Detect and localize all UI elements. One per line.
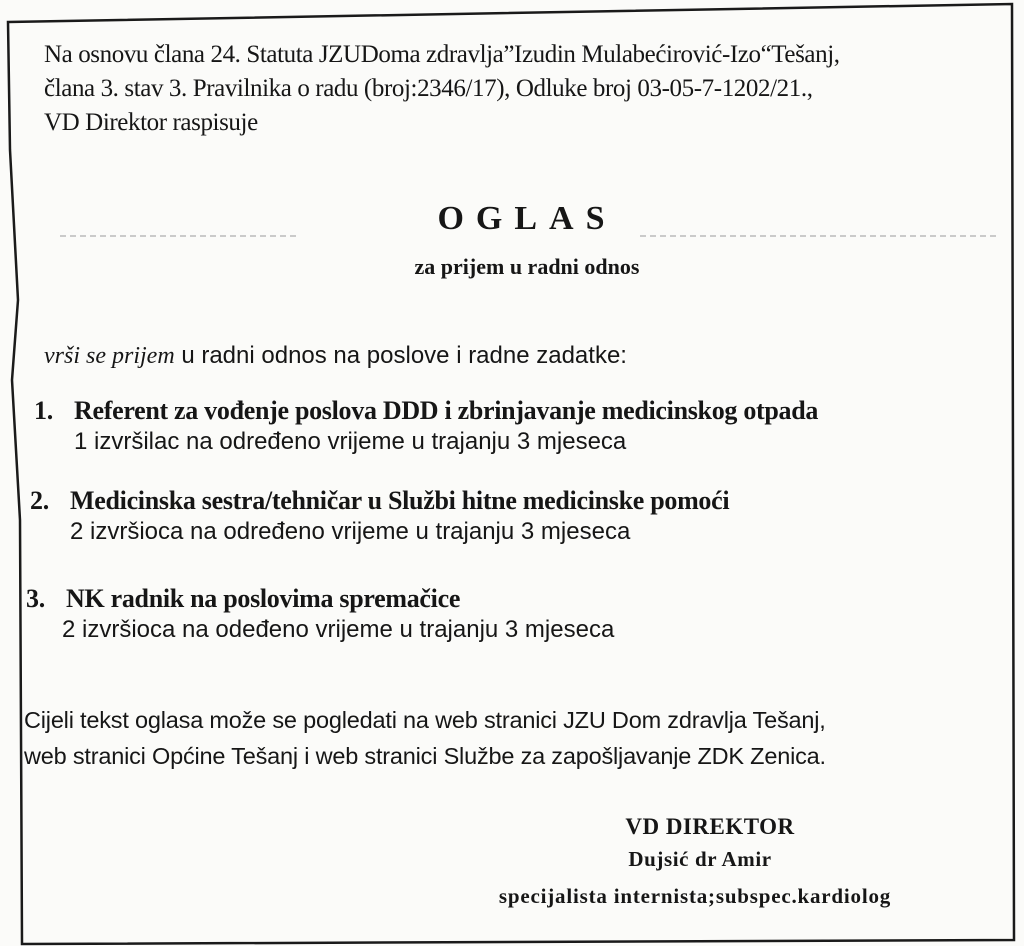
lead-sentence	[44, 342, 627, 370]
item-title: Referent za vođenje poslova DDD i zbrinjavanje medicinskog otpada	[74, 396, 819, 425]
intro-line-2: člana 3. stav 3. Pravilnika o radu (broj:2346/17), Odluke broj 03-05-7-1202/21.,	[44, 75, 813, 102]
lead-rest: u radni odnos na poslove i radne zadatke:	[174, 342, 627, 369]
item-detail: 2 izvršioca na određeno vrijeme u trajanju 3 mjeseca	[70, 518, 631, 545]
item-heading	[34, 396, 818, 426]
intro-line-3: VD Direktor raspisuje	[44, 109, 258, 136]
signature-name: Dujsić dr Amir	[628, 847, 772, 871]
list-item	[30, 486, 729, 546]
list-item	[34, 396, 818, 456]
item-number: 3.	[26, 584, 45, 613]
list-item	[26, 584, 614, 644]
item-number: 2.	[30, 486, 49, 515]
footer-line-2: web stranici Općine Tešanj i web stranici Službe za zapošljavanje ZDK Zenica.	[24, 743, 826, 769]
item-heading	[26, 584, 614, 614]
page-subtitle: za prijem u radni odnos	[414, 254, 640, 279]
item-detail: 1 izvršilac na određeno vrijeme u trajanju 3 mjeseca	[74, 428, 627, 455]
intro-paragraph	[44, 38, 1004, 140]
page-title: OGLAS	[437, 200, 617, 237]
signature-role: specijalista internista;subspec.kardiolog	[498, 884, 892, 908]
lead-emphasis: vrši se prijem	[44, 343, 175, 369]
signature-title: VD DIREKTOR	[625, 814, 795, 839]
item-detail: 2 izvršioca na odeđeno vrijeme u trajanju 3 mjeseca	[62, 616, 615, 643]
item-title: NK radnik na poslovima spremačice	[66, 584, 461, 613]
item-heading	[30, 486, 729, 516]
item-title: Medicinska sestra/tehničar u Službi hitne medicinske pomoći	[70, 486, 730, 515]
item-number: 1.	[34, 396, 53, 425]
footer-paragraph	[24, 702, 826, 774]
frame-border	[8, 4, 1014, 944]
intro-line-1: Na osnovu člana 24. Statuta JZUDoma zdravlja”Izudin Mulabećirović-Izo“Tešanj,	[44, 41, 840, 68]
footer-line-1: Cijeli tekst oglasa može se pogledati na web stranici JZU Dom zdravlja Tešanj,	[24, 707, 826, 733]
